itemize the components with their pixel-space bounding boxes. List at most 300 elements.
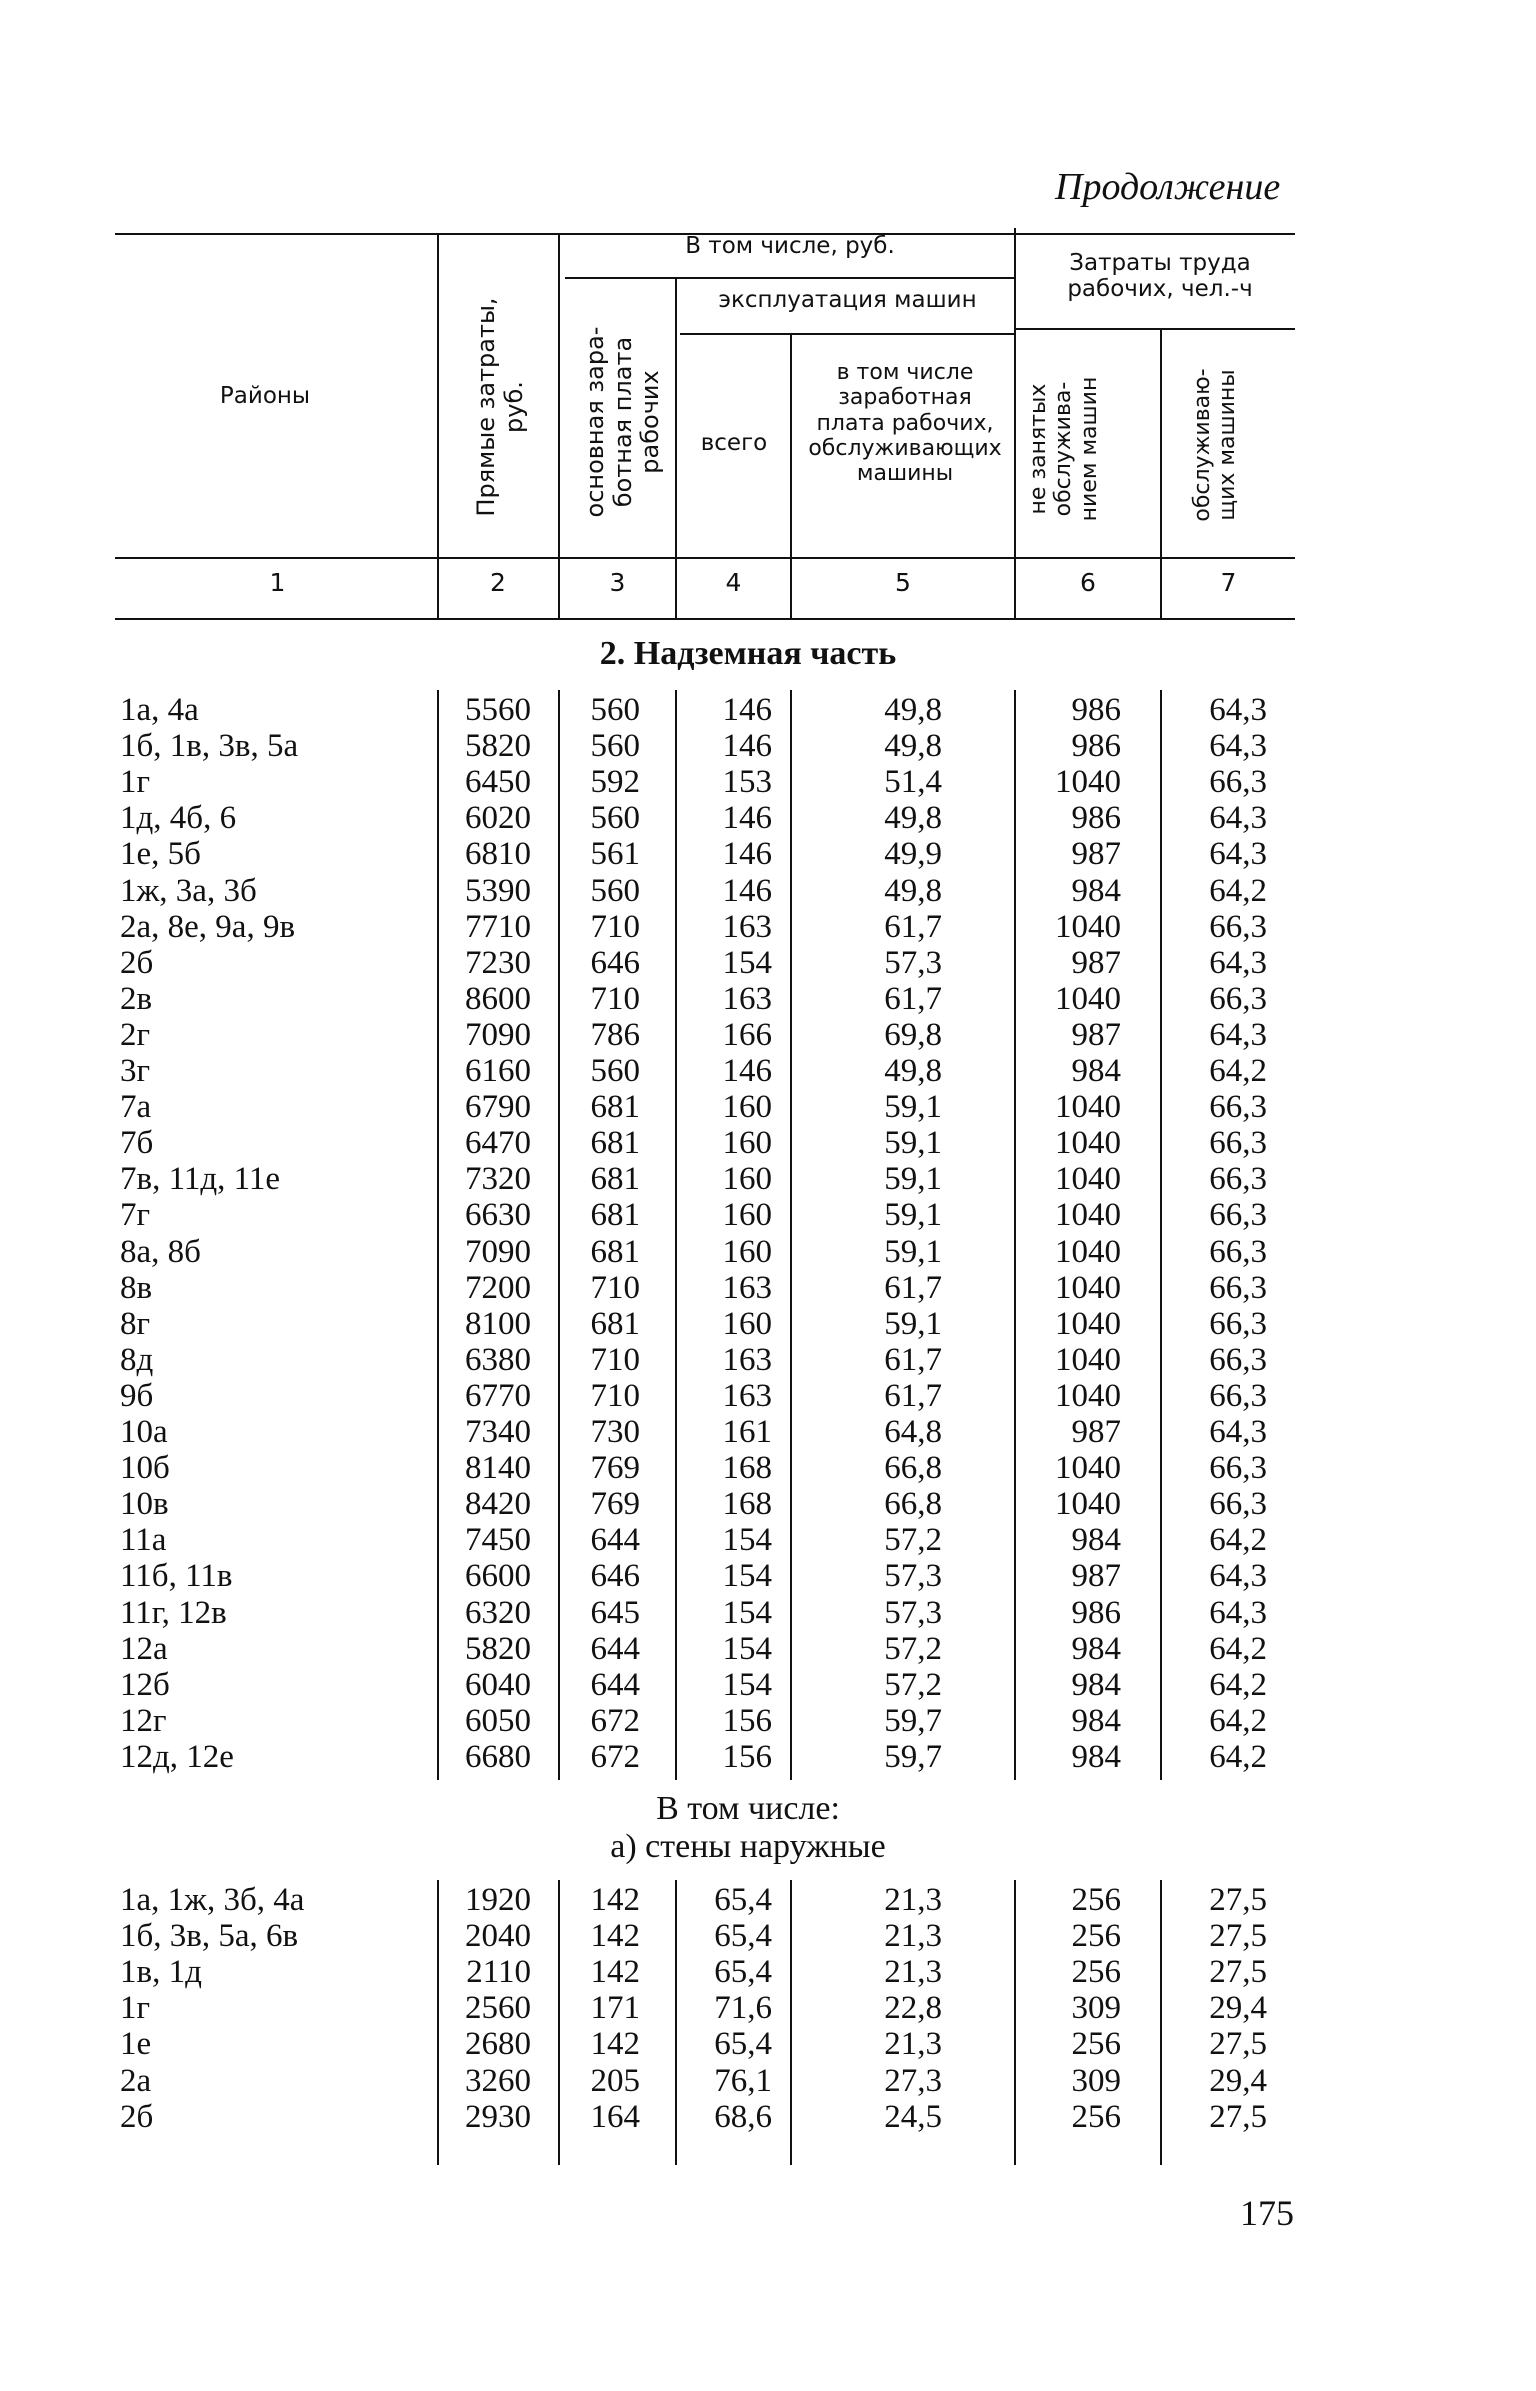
cell-base-wage: 560 [590, 728, 640, 765]
cell-region: 12г [120, 1702, 167, 1739]
cell-machines-wage: 59,7 [884, 1702, 942, 1739]
table-row [0, 2099, 1536, 2135]
cell-machines-wage: 66,8 [884, 1486, 942, 1523]
cell-labor-nonmachine: 987 [1071, 944, 1121, 981]
cell-direct-costs: 8420 [465, 1486, 531, 1523]
table-row [0, 1017, 1536, 1053]
header-regions: Районы [219, 383, 311, 409]
cell-base-wage: 560 [590, 872, 640, 909]
cell-region: 2г [120, 1016, 151, 1053]
col-num-2: 2 [490, 568, 506, 597]
cell-base-wage: 142 [590, 1954, 640, 1991]
cell-machines-total: 154 [722, 1594, 772, 1631]
header-direct-costs: Прямые затраты, руб. [472, 297, 528, 517]
cell-direct-costs: 1920 [465, 1882, 531, 1918]
cell-base-wage: 672 [590, 1702, 640, 1739]
table-row [0, 764, 1536, 800]
cell-region: 1б, 3в, 5а, 6в [120, 1918, 299, 1955]
cell-machines-wage: 64,8 [884, 1414, 942, 1450]
cell-labor-nonmachine: 987 [1071, 1558, 1121, 1595]
cell-labor-machine: 66,3 [1209, 1341, 1267, 1378]
cell-machines-total: 160 [722, 1125, 772, 1162]
cell-region: 7а [120, 1089, 152, 1126]
header-machines-wage: в том числе заработная плата рабочих, обслуживающих машины [808, 360, 1002, 487]
cell-region: 3г [120, 1053, 151, 1089]
cell-region: 1г [120, 764, 151, 801]
cell-base-wage: 164 [590, 2098, 640, 2135]
col-num-7: 7 [1220, 568, 1237, 597]
cell-machines-total: 65,4 [714, 1882, 772, 1918]
cell-direct-costs: 2040 [465, 1918, 531, 1955]
cell-labor-nonmachine: 1040 [1055, 1125, 1121, 1162]
cell-region: 8д [120, 1341, 154, 1378]
cell-direct-costs: 8100 [465, 1305, 531, 1342]
cell-region: 1ж, 3а, 3б [120, 872, 257, 909]
cell-labor-machine: 66,3 [1209, 1161, 1267, 1198]
table-row [0, 836, 1536, 872]
cell-base-wage: 142 [590, 1882, 640, 1918]
cell-labor-machine: 64,2 [1209, 1522, 1267, 1559]
cell-labor-machine: 66,3 [1209, 1125, 1267, 1162]
table-row [0, 1990, 1536, 2026]
cell-machines-wage: 59,1 [884, 1233, 942, 1270]
cell-machines-wage: 49,8 [884, 692, 942, 728]
table-row [0, 1450, 1536, 1486]
cell-machines-wage: 24,5 [884, 2098, 942, 2135]
cell-direct-costs: 6040 [465, 1666, 531, 1703]
cell-machines-wage: 21,3 [884, 1882, 942, 1918]
cell-machines-wage: 27,3 [884, 2062, 942, 2099]
cell-direct-costs: 6600 [465, 1558, 531, 1595]
cell-labor-machine: 64,3 [1209, 728, 1267, 765]
cell-labor-machine: 64,3 [1209, 1558, 1267, 1595]
header-machines-total: всего [700, 430, 768, 456]
cell-region: 10а [120, 1414, 168, 1450]
cell-labor-machine: 64,3 [1209, 1016, 1267, 1053]
header-group-labor: Затраты труда рабочих, чел.-ч [1067, 250, 1253, 303]
table-row [0, 1414, 1536, 1450]
cell-labor-machine: 64,3 [1209, 944, 1267, 981]
table-row [0, 909, 1536, 945]
col-num-3: 3 [609, 568, 626, 597]
cell-labor-nonmachine: 1040 [1055, 1305, 1121, 1342]
cell-labor-machine: 27,5 [1209, 2026, 1267, 2063]
cell-region: 1г [120, 1990, 151, 2027]
cell-direct-costs: 6050 [465, 1702, 531, 1739]
cell-labor-machine: 27,5 [1209, 1882, 1267, 1918]
cell-labor-machine: 66,3 [1209, 1233, 1267, 1270]
cell-region: 8а, 8б [120, 1233, 201, 1270]
cell-region: 11а [120, 1522, 167, 1559]
cell-direct-costs: 7200 [465, 1269, 531, 1306]
table-row [0, 728, 1536, 764]
cell-labor-nonmachine: 256 [1071, 1882, 1121, 1918]
cell-labor-machine: 64,3 [1209, 1594, 1267, 1631]
cell-machines-total: 154 [722, 1666, 772, 1703]
cell-direct-costs: 6790 [465, 1089, 531, 1126]
cell-machines-total: 68,6 [714, 2098, 772, 2135]
cell-labor-machine: 29,4 [1209, 2062, 1267, 2099]
table-row [0, 873, 1536, 909]
cell-direct-costs: 6020 [465, 800, 531, 837]
cell-machines-total: 146 [722, 1053, 772, 1089]
table-row [0, 1882, 1536, 1918]
cell-base-wage: 730 [590, 1414, 640, 1450]
cell-direct-costs: 8140 [465, 1450, 531, 1487]
cell-direct-costs: 2930 [465, 2098, 531, 2135]
cell-direct-costs: 5560 [465, 692, 531, 728]
cell-machines-total: 146 [722, 872, 772, 909]
cell-direct-costs: 7450 [465, 1522, 531, 1559]
cell-labor-nonmachine: 986 [1071, 800, 1121, 837]
cell-machines-wage: 49,8 [884, 728, 942, 765]
cell-labor-nonmachine: 1040 [1055, 764, 1121, 801]
cell-machines-wage: 69,8 [884, 1016, 942, 1053]
cell-direct-costs: 2110 [466, 1954, 531, 1991]
cell-machines-total: 154 [722, 944, 772, 981]
table-row [0, 1595, 1536, 1631]
cell-machines-total: 168 [722, 1450, 772, 1487]
cell-labor-nonmachine: 1040 [1055, 1269, 1121, 1306]
cell-region: 7в, 11д, 11е [120, 1161, 281, 1198]
cell-labor-nonmachine: 256 [1071, 2098, 1121, 2135]
cell-machines-total: 160 [722, 1161, 772, 1198]
cell-labor-nonmachine: 984 [1071, 1522, 1121, 1559]
section-subtitle-2: а) стены наружные [610, 1828, 886, 1865]
cell-labor-machine: 64,2 [1209, 1738, 1267, 1775]
cell-base-wage: 681 [590, 1233, 640, 1270]
cell-machines-wage: 21,3 [884, 1918, 942, 1955]
table-row [0, 1089, 1536, 1125]
table-row [0, 2063, 1536, 2099]
cell-direct-costs: 7230 [465, 944, 531, 981]
cell-region: 10в [120, 1486, 169, 1523]
table-row [0, 1667, 1536, 1703]
cell-base-wage: 142 [590, 2026, 640, 2063]
cell-base-wage: 645 [590, 1594, 640, 1631]
cell-region: 8г [120, 1305, 151, 1342]
cell-labor-nonmachine: 309 [1071, 2062, 1121, 2099]
cell-machines-wage: 49,8 [884, 800, 942, 837]
cell-machines-total: 65,4 [714, 1954, 772, 1991]
cell-direct-costs: 2560 [465, 1990, 531, 2027]
cell-region: 1е [120, 2026, 152, 2063]
cell-region: 1д, 4б, 6 [120, 800, 237, 837]
cell-labor-machine: 27,5 [1209, 1918, 1267, 1955]
section-subtitle-1: В том числе: [656, 1790, 840, 1827]
cell-base-wage: 561 [590, 836, 640, 873]
cell-direct-costs: 7710 [465, 908, 531, 945]
cell-direct-costs: 6770 [465, 1377, 531, 1414]
cell-direct-costs: 6680 [465, 1738, 531, 1775]
table-row [0, 1631, 1536, 1667]
cell-machines-wage: 51,4 [884, 764, 942, 801]
cell-region: 11г, 12в [120, 1594, 227, 1631]
header-sub-rule-3 [1015, 328, 1295, 330]
cell-machines-total: 160 [722, 1197, 772, 1234]
cell-machines-wage: 61,7 [884, 980, 942, 1017]
cell-base-wage: 644 [590, 1522, 640, 1559]
cell-machines-total: 168 [722, 1486, 772, 1523]
section-title-text: 2. Надземная часть [599, 635, 897, 672]
col-num-5: 5 [895, 568, 911, 597]
table-row [0, 1270, 1536, 1306]
cell-labor-machine: 66,3 [1209, 1269, 1267, 1306]
cell-machines-total: 153 [722, 764, 772, 801]
table-row [0, 1234, 1536, 1270]
table-row [0, 2026, 1536, 2062]
header-bottom-rule [115, 557, 1295, 559]
cell-machines-total: 76,1 [714, 2062, 772, 2099]
cell-direct-costs: 7340 [465, 1414, 531, 1450]
cell-labor-nonmachine: 1040 [1055, 1377, 1121, 1414]
cell-direct-costs: 6450 [465, 764, 531, 801]
cell-labor-machine: 66,3 [1209, 1305, 1267, 1342]
table-row [0, 800, 1536, 836]
col-sep-3 [675, 277, 677, 618]
cell-region: 2а [120, 2062, 152, 2099]
cell-region: 1е, 5б [120, 836, 201, 873]
cell-base-wage: 205 [590, 2062, 640, 2099]
cell-labor-nonmachine: 986 [1071, 728, 1121, 765]
section-title-above-ground [0, 635, 1536, 673]
continuation-label: Продолжение [1055, 166, 1281, 208]
cell-region: 1а, 4а [120, 692, 199, 728]
cell-base-wage: 142 [590, 1918, 640, 1955]
table-row [0, 1197, 1536, 1233]
cell-direct-costs: 6470 [465, 1125, 531, 1162]
cell-labor-nonmachine: 1040 [1055, 1089, 1121, 1126]
cell-labor-machine: 64,3 [1209, 836, 1267, 873]
cell-direct-costs: 7090 [465, 1016, 531, 1053]
header-sub-rule-2 [680, 333, 1015, 335]
cell-machines-total: 65,4 [714, 1918, 772, 1955]
cell-labor-machine: 66,3 [1209, 908, 1267, 945]
cell-labor-nonmachine: 984 [1071, 1702, 1121, 1739]
cell-region: 2а, 8е, 9а, 9в [120, 908, 296, 945]
cell-labor-machine: 66,3 [1209, 1377, 1267, 1414]
cell-labor-nonmachine: 984 [1071, 1666, 1121, 1703]
cell-region: 2б [120, 944, 154, 981]
cell-base-wage: 710 [590, 1341, 640, 1378]
cell-base-wage: 710 [590, 1269, 640, 1306]
table-row [0, 692, 1536, 728]
cell-region: 7б [120, 1125, 154, 1162]
cell-direct-costs: 6160 [465, 1053, 531, 1089]
cell-direct-costs: 2680 [465, 2026, 531, 2063]
table-row [0, 1486, 1536, 1522]
cell-machines-wage: 57,3 [884, 1594, 942, 1631]
cell-machines-total: 163 [722, 1269, 772, 1306]
cell-labor-nonmachine: 1040 [1055, 1233, 1121, 1270]
cell-labor-nonmachine: 986 [1071, 1594, 1121, 1631]
col-sep-1 [437, 233, 439, 618]
cell-region: 1в, 1д [120, 1954, 202, 1991]
table-row [0, 945, 1536, 981]
cell-labor-nonmachine: 1040 [1055, 1161, 1121, 1198]
cell-labor-nonmachine: 1040 [1055, 908, 1121, 945]
cell-direct-costs: 6810 [465, 836, 531, 873]
cell-machines-total: 71,6 [714, 1990, 772, 2027]
cell-machines-total: 146 [722, 728, 772, 765]
cell-machines-total: 163 [722, 980, 772, 1017]
cell-machines-total: 154 [722, 1630, 772, 1667]
table-row [0, 1739, 1536, 1775]
cell-labor-machine: 29,4 [1209, 1990, 1267, 2027]
cell-base-wage: 672 [590, 1738, 640, 1775]
cell-machines-total: 156 [722, 1738, 772, 1775]
cell-base-wage: 560 [590, 800, 640, 837]
cell-machines-wage: 59,1 [884, 1197, 942, 1234]
page-number: 175 [1240, 2193, 1294, 2233]
cell-machines-total: 146 [722, 836, 772, 873]
cell-base-wage: 769 [590, 1450, 640, 1487]
cell-base-wage: 560 [590, 692, 640, 728]
table-row [0, 1703, 1536, 1739]
cell-base-wage: 644 [590, 1630, 640, 1667]
cell-machines-wage: 57,3 [884, 1558, 942, 1595]
cell-machines-total: 160 [722, 1089, 772, 1126]
cell-labor-nonmachine: 984 [1071, 1630, 1121, 1667]
cell-base-wage: 710 [590, 980, 640, 1017]
col-num-6: 6 [1080, 568, 1096, 597]
cell-labor-machine: 66,3 [1209, 1450, 1267, 1487]
cell-base-wage: 171 [590, 1990, 640, 2027]
cell-machines-total: 65,4 [714, 2026, 772, 2063]
cell-machines-total: 161 [722, 1414, 772, 1450]
cell-region: 12а [120, 1630, 168, 1667]
cell-base-wage: 681 [590, 1197, 640, 1234]
cell-direct-costs: 3260 [465, 2062, 531, 2099]
table-row [0, 1053, 1536, 1089]
table-row [0, 1558, 1536, 1594]
cell-region: 10б [120, 1450, 170, 1487]
cell-machines-wage: 22,8 [884, 1990, 942, 2027]
cell-base-wage: 769 [590, 1486, 640, 1523]
cell-region: 7г [120, 1197, 151, 1234]
cell-machines-wage: 59,1 [884, 1125, 942, 1162]
cell-base-wage: 786 [590, 1016, 640, 1053]
cell-machines-total: 160 [722, 1233, 772, 1270]
cell-machines-total: 160 [722, 1305, 772, 1342]
cell-direct-costs: 7090 [465, 1233, 531, 1270]
cell-machines-total: 163 [722, 1341, 772, 1378]
cell-labor-nonmachine: 256 [1071, 2026, 1121, 2063]
cell-labor-nonmachine: 984 [1071, 1738, 1121, 1775]
cell-labor-machine: 64,2 [1209, 1630, 1267, 1667]
cell-base-wage: 681 [590, 1305, 640, 1342]
cell-labor-nonmachine: 984 [1071, 872, 1121, 909]
cell-machines-wage: 61,7 [884, 908, 942, 945]
cell-labor-nonmachine: 1040 [1055, 1197, 1121, 1234]
cell-machines-wage: 66,8 [884, 1450, 942, 1487]
cell-direct-costs: 5390 [465, 872, 531, 909]
cell-labor-nonmachine: 1040 [1055, 1486, 1121, 1523]
cell-labor-nonmachine: 984 [1071, 1053, 1121, 1089]
cell-base-wage: 646 [590, 944, 640, 981]
table-row [0, 1125, 1536, 1161]
cell-machines-total: 146 [722, 800, 772, 837]
cell-machines-total: 154 [722, 1522, 772, 1559]
cell-labor-machine: 64,2 [1209, 872, 1267, 909]
header-group-machines: эксплуатация машин [718, 287, 977, 313]
cell-base-wage: 710 [590, 908, 640, 945]
cell-machines-wage: 21,3 [884, 2026, 942, 2063]
cell-machines-wage: 59,1 [884, 1161, 942, 1198]
cell-machines-total: 163 [722, 908, 772, 945]
num-row-rule [115, 618, 1295, 620]
cell-labor-machine: 66,3 [1209, 1197, 1267, 1234]
cell-region: 1а, 1ж, 3б, 4а [120, 1882, 305, 1918]
cell-region: 12б [120, 1666, 170, 1703]
table-row [0, 1342, 1536, 1378]
cell-machines-wage: 57,2 [884, 1630, 942, 1667]
cell-region: 8в [120, 1269, 153, 1306]
cell-base-wage: 681 [590, 1089, 640, 1126]
cell-machines-wage: 21,3 [884, 1954, 942, 1991]
cell-machines-total: 156 [722, 1702, 772, 1739]
col-num-4: 4 [725, 568, 742, 597]
cell-base-wage: 681 [590, 1161, 640, 1198]
cell-labor-nonmachine: 1040 [1055, 1450, 1121, 1487]
cell-region: 11б, 11в [120, 1558, 233, 1595]
cell-labor-machine: 27,5 [1209, 2098, 1267, 2135]
cell-direct-costs: 6630 [465, 1197, 531, 1234]
cell-machines-wage: 49,8 [884, 872, 942, 909]
table-row [0, 1522, 1536, 1558]
cell-machines-wage: 59,1 [884, 1305, 942, 1342]
cell-labor-machine: 64,3 [1209, 800, 1267, 837]
cell-labor-machine: 66,3 [1209, 1486, 1267, 1523]
cell-labor-nonmachine: 987 [1071, 1414, 1121, 1450]
cell-machines-total: 146 [722, 692, 772, 728]
cell-machines-wage: 61,7 [884, 1269, 942, 1306]
cell-region: 1б, 1в, 3в, 5а [120, 728, 299, 765]
cell-labor-machine: 64,3 [1209, 692, 1267, 728]
cell-direct-costs: 5820 [465, 1630, 531, 1667]
table-row [0, 1378, 1536, 1414]
cell-machines-wage: 49,9 [884, 836, 942, 873]
cell-region: 2в [120, 980, 153, 1017]
cell-machines-wage: 61,7 [884, 1341, 942, 1378]
cell-base-wage: 681 [590, 1125, 640, 1162]
cell-base-wage: 644 [590, 1666, 640, 1703]
cell-labor-machine: 27,5 [1209, 1954, 1267, 1991]
cell-labor-nonmachine: 1040 [1055, 1341, 1121, 1378]
cell-base-wage: 646 [590, 1558, 640, 1595]
cell-machines-total: 163 [722, 1377, 772, 1414]
header-group-rub: В том числе, руб. [685, 233, 895, 259]
header-base-wage: основная зара- ботная плата рабочих [581, 326, 665, 518]
header-labor-machine: обслуживаю- щих машины [1190, 368, 1241, 522]
cell-labor-machine: 64,2 [1209, 1702, 1267, 1739]
cell-machines-wage: 49,8 [884, 1053, 942, 1089]
cell-region: 2б [120, 2098, 154, 2135]
cell-machines-wage: 59,1 [884, 1089, 942, 1126]
cell-labor-nonmachine: 987 [1071, 1016, 1121, 1053]
cell-labor-nonmachine: 1040 [1055, 980, 1121, 1017]
table-row [0, 1161, 1536, 1197]
cell-labor-machine: 66,3 [1209, 1089, 1267, 1126]
cell-labor-nonmachine: 986 [1071, 692, 1121, 728]
table-row [0, 1954, 1536, 1990]
table-row [0, 1918, 1536, 1954]
cell-direct-costs: 7320 [465, 1161, 531, 1198]
cell-region: 12д, 12е [120, 1738, 234, 1775]
cell-labor-machine: 66,3 [1209, 764, 1267, 801]
cell-base-wage: 592 [590, 764, 640, 801]
cell-machines-wage: 57,2 [884, 1522, 942, 1559]
